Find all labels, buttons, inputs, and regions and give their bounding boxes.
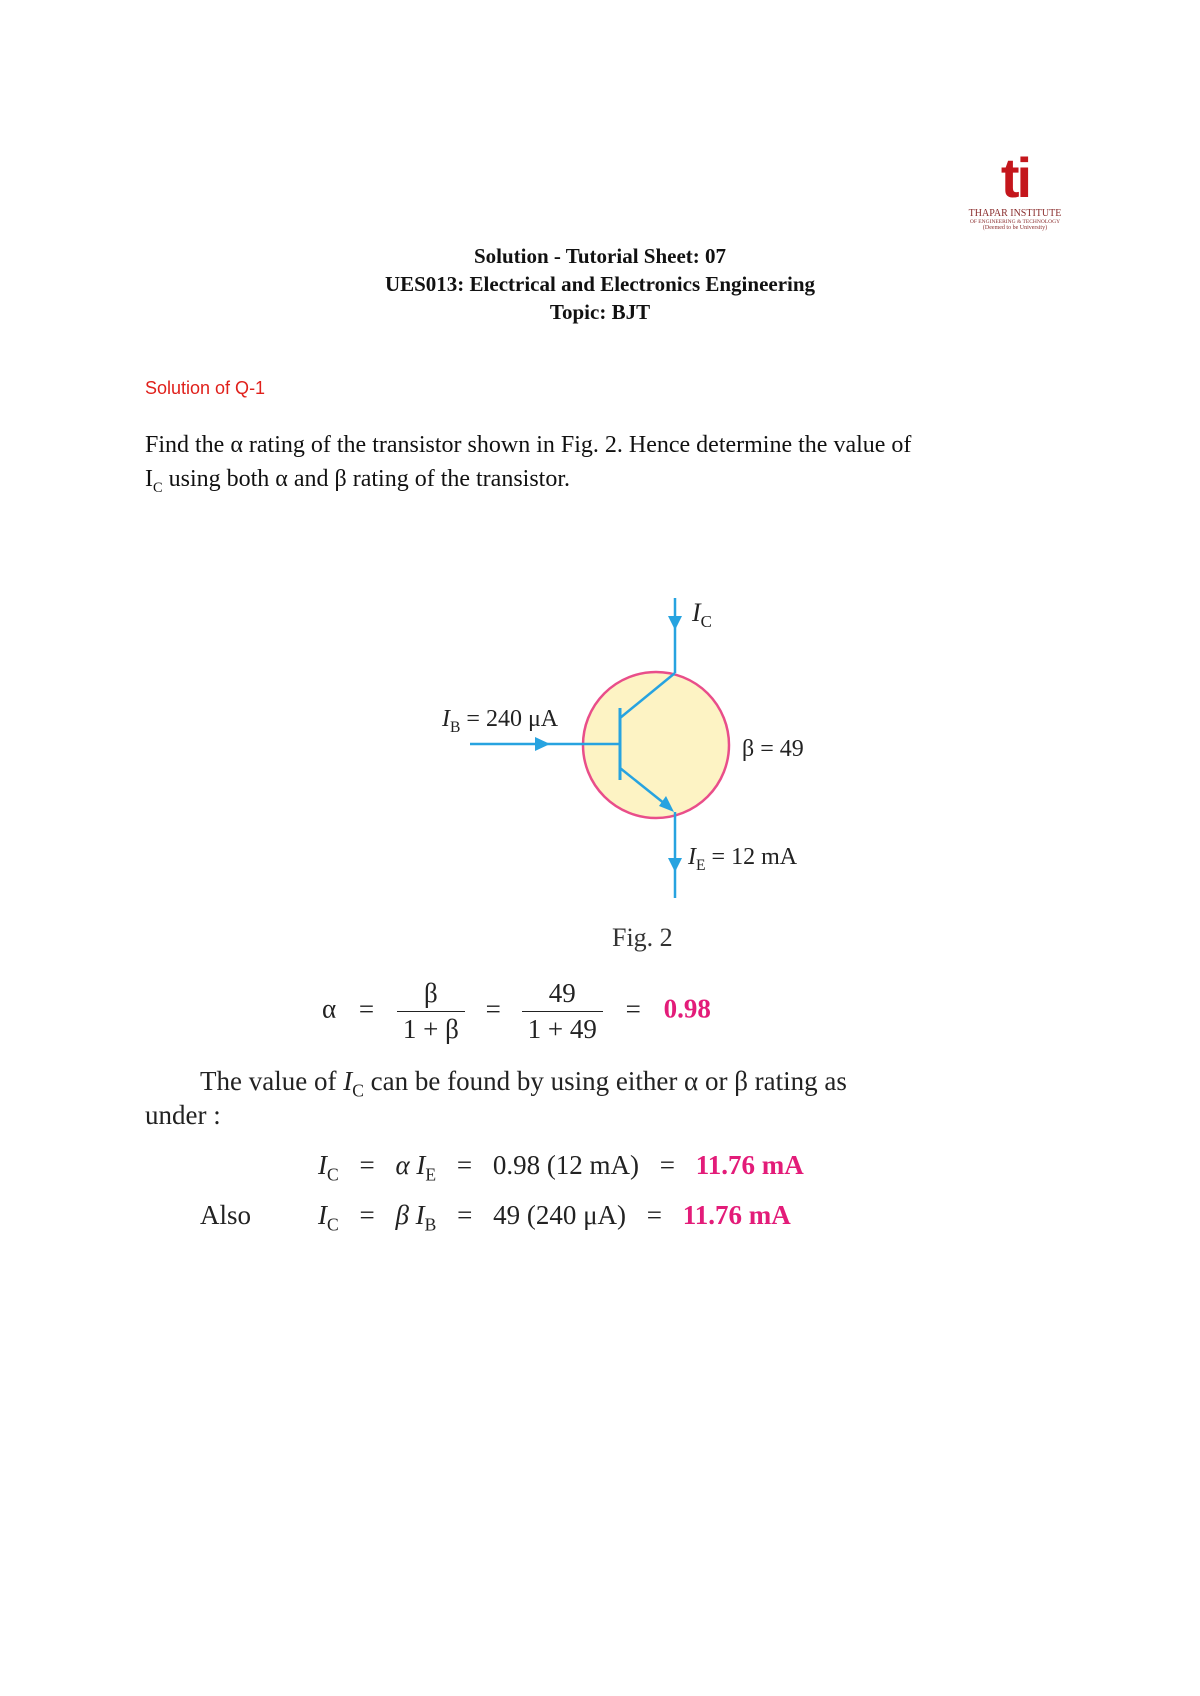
ib-symbol: I (442, 706, 450, 732)
explanation-ic-sub: C (352, 1080, 364, 1101)
ie-symbol: I (688, 844, 696, 870)
equals-sign: = (359, 1200, 375, 1230)
question-part1: Find the α rating of the transistor shown in Fig. 2. Hence determine the value of (145, 432, 912, 458)
fraction-beta (397, 978, 465, 1045)
ib-label (442, 706, 558, 737)
logo-line1: THAPAR INSTITUTE (968, 208, 1062, 219)
ie-value: = 12 mA (705, 844, 798, 870)
explanation-text-rest: can be found by using either α or β rating as (363, 1066, 847, 1096)
equals-sign: = (457, 1200, 473, 1230)
alpha-result: 0.98 (663, 993, 711, 1024)
question-text (145, 428, 1075, 505)
row1-result: 11.76 mA (695, 1150, 804, 1180)
topic-title: Topic: BJT (549, 300, 651, 324)
ib-subscript: B (450, 718, 461, 736)
equals-sign: = (358, 993, 375, 1024)
course-title: UES013: Electrical and Electronics Engineering (384, 272, 816, 296)
transistor-figure (420, 590, 840, 920)
equals-sign: = (456, 1150, 473, 1180)
row2-calc: 49 (240 μA) (493, 1200, 627, 1230)
solution-label: Solution of Q-1 (145, 378, 266, 398)
logo-mark: ti (1000, 146, 1030, 209)
question-ic-sub: C (153, 479, 163, 496)
ib-arrow (535, 737, 550, 751)
equals-sign: = (646, 1200, 663, 1230)
equals-sign: = (485, 993, 501, 1024)
row2-ib-sub: B (424, 1214, 437, 1235)
ic-label (692, 598, 712, 632)
ic-arrow (668, 616, 682, 630)
equals-sign: = (625, 993, 641, 1024)
also-label: Also (200, 1200, 252, 1230)
page-title: Solution - Tutorial Sheet: 07 (473, 244, 727, 268)
fraction-values-numerator: 49 (522, 978, 603, 1012)
ie-label (688, 844, 797, 875)
row1-calc: 0.98 (12 mA) (492, 1150, 640, 1180)
ic-alpha-equation (318, 1150, 804, 1185)
ic-subscript: C (700, 612, 712, 632)
ic-symbol: I (692, 598, 701, 627)
equals-sign: = (659, 1150, 676, 1180)
logo-line3: (Deemed to be University) (982, 225, 1048, 231)
ib-value: = 240 μA (460, 706, 559, 732)
question-part2: using both α and β rating of the transistor. (162, 466, 571, 492)
fraction-values-denominator: 1 + 49 (527, 1014, 597, 1044)
row2-beta-ib: β I (395, 1200, 425, 1230)
ie-subscript: E (696, 856, 706, 874)
fraction-beta-numerator: β (397, 978, 465, 1012)
explanation-ic: I (343, 1066, 353, 1096)
row1-ie-sub: E (425, 1164, 437, 1185)
explanation-line2: under : (145, 1100, 221, 1130)
ic-beta-equation (318, 1200, 791, 1235)
row1-ic: I (318, 1150, 327, 1180)
alpha-equation (322, 978, 711, 1045)
figure-caption: Fig. 2 (612, 923, 673, 952)
beta-label: β = 49 (742, 736, 804, 762)
row1-alpha-ie: α I (395, 1150, 426, 1180)
alpha-symbol: α (322, 993, 337, 1024)
equals-sign: = (359, 1150, 375, 1180)
row2-ic: I (318, 1200, 327, 1230)
explanation-line1 (200, 1066, 847, 1101)
question-ic: I (145, 466, 153, 492)
logo-line2: OF ENGINEERING & TECHNOLOGY (969, 219, 1061, 225)
institute-logo (960, 146, 1070, 231)
row2-ic-sub: C (327, 1214, 339, 1235)
explanation-text: The value of (200, 1066, 344, 1096)
row1-ic-sub: C (327, 1164, 339, 1185)
fraction-values (522, 978, 603, 1045)
row2-result: 11.76 mA (682, 1200, 791, 1230)
ie-arrow (668, 858, 682, 872)
fraction-beta-denominator: 1 + β (402, 1014, 459, 1044)
